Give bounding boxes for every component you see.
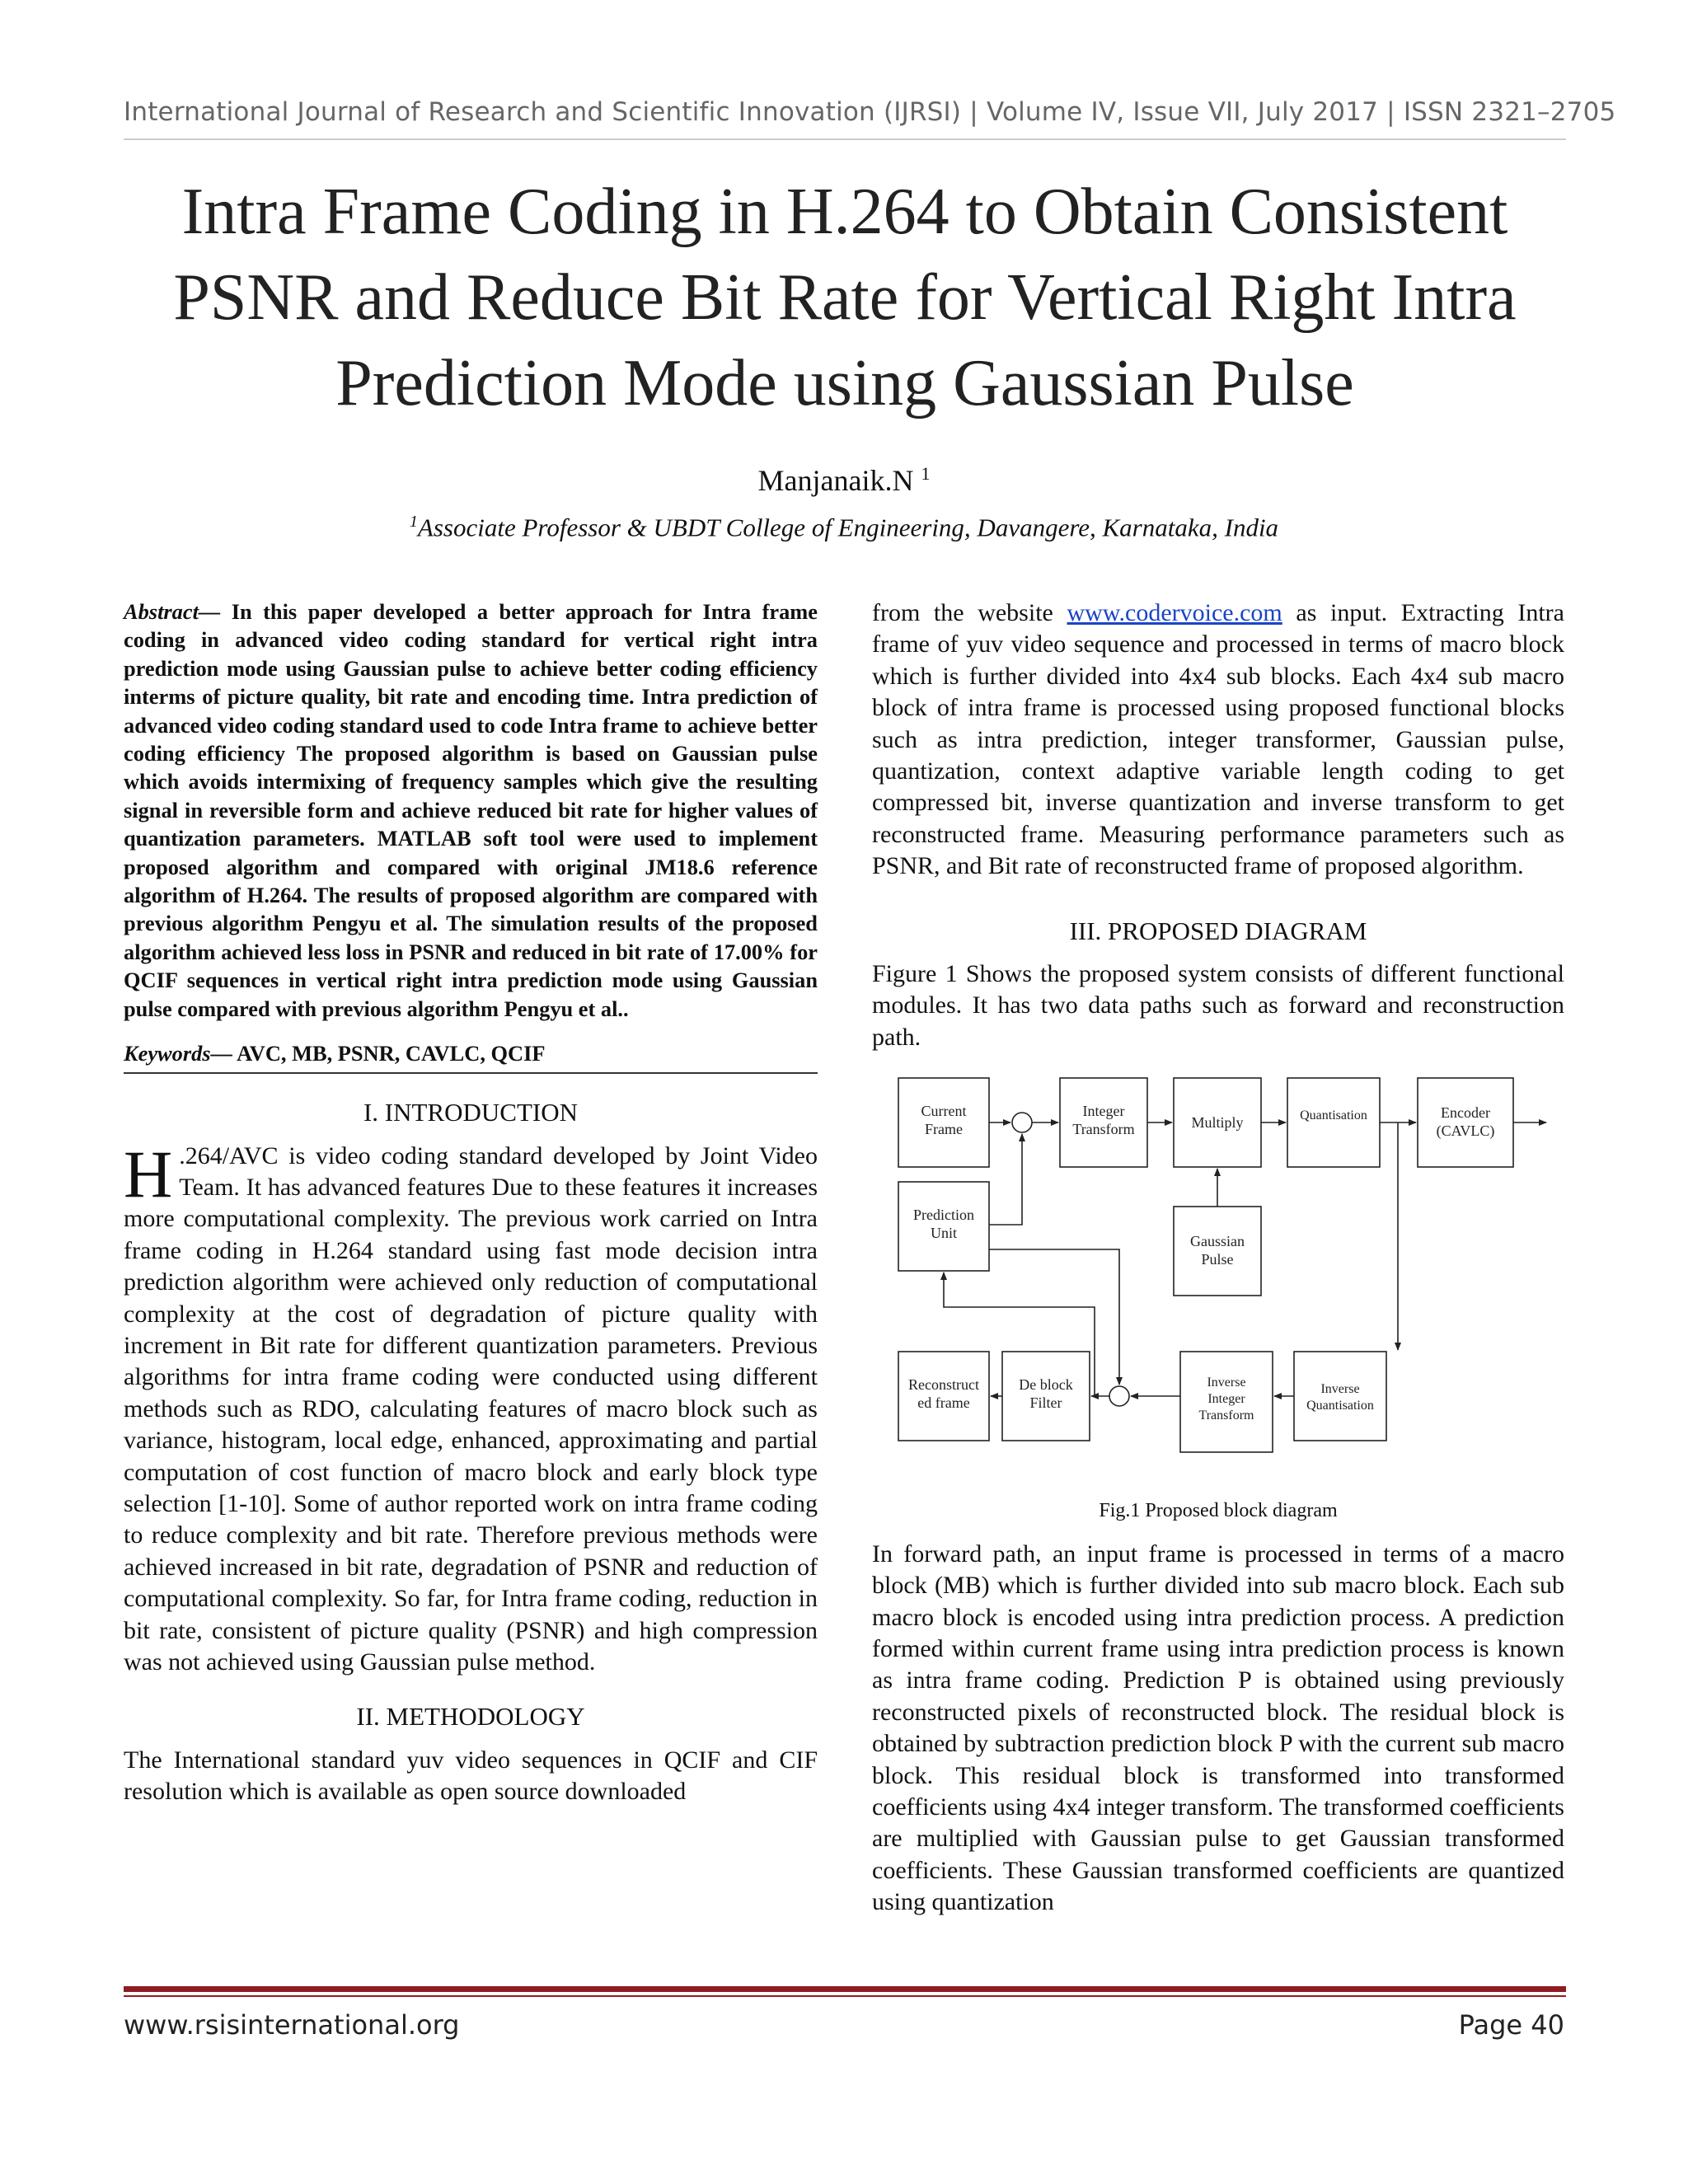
footer-website[interactable]: www.rsisinternational.org <box>124 2009 460 2041</box>
author-sup: 1 <box>921 463 931 484</box>
affiliation <box>0 513 1688 542</box>
svg-text:Filter <box>1030 1394 1062 1411</box>
footer-rule-thin <box>124 1995 1566 1997</box>
label-inv-int-transform-1: Inverse <box>1207 1376 1246 1390</box>
svg-text:Multiply <box>1191 1114 1243 1131</box>
svg-text:Encoder <box>1441 1104 1490 1121</box>
label-current-frame-1: Current <box>921 1103 967 1120</box>
author <box>0 463 1688 498</box>
svg-text:Unit <box>931 1225 957 1241</box>
svg-text:Reconstruct <box>908 1376 979 1393</box>
affiliation-sup: 1 <box>409 513 418 531</box>
methodology-continued <box>872 598 1564 883</box>
label-encoder-2: (CAVLC) <box>1436 1122 1495 1140</box>
label-current-frame-2: Frame <box>925 1121 963 1138</box>
abstract <box>124 598 818 1023</box>
svg-text:De block <box>1019 1376 1072 1393</box>
intro-heading: I. INTRODUCTION <box>363 1098 579 1127</box>
running-header: International Journal of Research and Scientific Innovation (IJRSI) | Volume IV, Issue VII, July 2017 | ISSN 2321–2705 <box>124 97 1616 127</box>
svg-text:(CAVLC) <box>1437 1122 1495 1140</box>
svg-text:Pulse <box>1201 1251 1233 1268</box>
proposed-heading: III. PROPOSED DIAGRAM <box>1069 916 1367 945</box>
left-column <box>124 598 818 1808</box>
label-encoder-1: Encoder <box>1441 1104 1490 1122</box>
keywords-text: AVC, MB, PSNR, CAVLC, QCIF <box>232 1041 546 1066</box>
label-integer-transform-1: Integer <box>1082 1103 1125 1120</box>
label-deblock-2: Filter <box>1029 1394 1062 1412</box>
page-number: Page 40 <box>1458 2009 1564 2041</box>
svg-text:Quantisation <box>1300 1108 1367 1122</box>
svg-text:Inverse <box>1320 1382 1359 1396</box>
label-reconstructed-1: Reconstruct <box>908 1376 979 1394</box>
svg-text:Integer <box>1207 1392 1245 1406</box>
methodology-cont-before: from the website <box>872 599 1067 626</box>
methodology-cont-after: as input. Extracting Intra frame of yuv video sequence and processed in terms of macro block which is further divided into 4x4 sub blocks. Each 4x4 sub macro block of intra frame is processed using proposed functional blocks such as intra prediction, integer transformer, Gaussian pulse, quantization, context adaptive variable length coding to get compressed bit, inverse quantization and inverse transform to get reconstructed frame. Measuring performance parameters such as PSNR, and Bit rate of reconstructed frame of proposed algorithm. <box>872 599 1564 880</box>
svg-text:Transform <box>1199 1408 1255 1422</box>
label-inv-int-transform-2: Integer <box>1207 1392 1245 1407</box>
label-inv-quant-1: Inverse <box>1320 1382 1360 1397</box>
intro-paragraph <box>124 1136 818 1679</box>
svg-text:Integer <box>1083 1103 1125 1119</box>
intro-text: .264/AVC is video coding standard developed by Joint Video Team. It has advanced features Due to these features it increases more computational complexity. The previous work carried on Intra frame coding in H.264 standard using fast mode decision intra prediction algorithm were achieved only reduction of computational complexity at the cost of degradation of picture quality with increment in Bit rate for different quantization parameters. Previous algorithms for intra frame coding were conducted using different methods such as RDO, calculating features of macro block such as variance, histogram, local edge, enhanced, approximating and partial computation of cost function of macro block and early block type selection [1-10]. Some of author reported work on intra frame coding to reduce complexity and bit rate. Therefore previous methods were achieved increased in bit rate, degradation of PSNR and reduction of computational complexity. So far, for Intra frame coding, reduction in bit rate, consistent of picture quality (PSNR) and high compression was not achieved using Gaussian pulse method. <box>124 1141 818 1675</box>
label-quantisation: Quantisation <box>1300 1108 1367 1123</box>
svg-text:Quantisation <box>1306 1399 1374 1413</box>
arrow-prediction-to-sum <box>989 1134 1022 1225</box>
summing-node-bottom <box>1109 1386 1129 1406</box>
header-rule <box>124 138 1566 140</box>
affiliation-text: Associate Professor & UBDT College of Engineering, Davangere, Karnataka, India <box>417 513 1279 542</box>
svg-text:Gaussian <box>1190 1233 1245 1249</box>
block-diagram-svg <box>872 1068 1564 1487</box>
summing-node-top <box>1012 1113 1032 1132</box>
proposed-intro: Figure 1 Shows the proposed system consists of different functional modules. It has two data paths such as forward and reconstruction path. <box>872 960 1564 1051</box>
svg-text:Prediction <box>913 1207 974 1223</box>
keywords-lead: Keywords— <box>124 1041 232 1066</box>
label-inv-quant-2: Quantisation <box>1306 1399 1374 1413</box>
label-gaussian-pulse-1: Gaussian <box>1190 1233 1245 1250</box>
abstract-lead: Abstract— <box>124 599 221 624</box>
block-quantisation <box>1287 1078 1380 1167</box>
dropcap: H <box>124 1136 173 1212</box>
keywords <box>124 1039 818 1074</box>
label-prediction-unit-2: Unit <box>930 1225 958 1242</box>
svg-text:ed frame <box>917 1394 969 1411</box>
label-inv-int-transform-3: Transform <box>1198 1408 1254 1423</box>
svg-text:Current <box>921 1103 967 1119</box>
website-link[interactable]: www.codervoice.com <box>1067 599 1282 626</box>
paper-title: Intra Frame Coding in H.264 to Obtain Consistent PSNR and Reduce Bit Rate for Vertical Right Intra Prediction Mode using Gaussian Pulse <box>173 176 1517 419</box>
label-reconstructed-2: ed frame <box>917 1394 970 1412</box>
svg-text:Frame <box>925 1121 963 1137</box>
forward-path-text: In forward path, an input frame is processed in terms of a macro block (MB) which is further divided into sub macro block. Each sub macro block is encoded using intra prediction process. A prediction formed within current frame using intra prediction process is known as intra frame coding. Prediction P is obtained using previously reconstructed pixels of reconstructed block. The residual block is obtained by subtraction prediction block P with the current sub macro block. This residual block is transformed into transformed coefficients using 4x4 integer transform. The transformed coefficients are multiplied with Gaussian pulse to get Gaussian transformed coefficients. These Gaussian transformed coefficients are quantized using quantization <box>872 1540 1564 1916</box>
svg-text:Inverse <box>1207 1376 1245 1390</box>
block-diagram <box>872 1068 1564 1487</box>
right-column <box>872 598 1564 1919</box>
label-deblock-1: De block <box>1019 1376 1073 1394</box>
author-name: Manjanaik.N <box>757 464 914 497</box>
label-integer-transform-2: Transform <box>1072 1121 1135 1138</box>
svg-text:Transform <box>1072 1121 1134 1137</box>
label-multiply: Multiply <box>1191 1114 1244 1132</box>
figure-caption: Fig.1 Proposed block diagram <box>1099 1500 1338 1522</box>
block-inverse-quantisation <box>1294 1352 1386 1441</box>
methodology-text: The International standard yuv video sequences in QCIF and CIF resolution which is available as open source downloaded <box>124 1746 818 1806</box>
label-prediction-unit-1: Prediction <box>913 1207 974 1224</box>
methodology-heading: II. METHODOLOGY <box>356 1702 585 1732</box>
footer-rule <box>124 1986 1566 1992</box>
abstract-text: In this paper developed a better approach for Intra frame coding in advanced video coding standard for vertical right intra prediction mode using Gaussian pulse to achieve better coding efficiency interms of picture quality, bit rate and encoding time. Intra prediction of advanced video coding standard used to code Intra frame to achieve better coding efficiency The proposed algorithm is based on Gaussian pulse which avoids intermixing of frequency samples which give the resulting signal in reversible form and achieve reduced bit rate for higher values of quantization parameters. MATLAB soft tool were used to implement proposed algorithm and compared with original JM18.6 reference algorithm of H.264. The results of proposed algorithm are compared with previous algorithm Pengyu et al. The simulation results of the proposed algorithm achieved less loss in PSNR and reduced in bit rate of 17.00% for QCIF sequences in vertical right intra prediction mode using Gaussian pulse compared with previous algorithm Pengyu et al.. <box>124 599 818 1021</box>
label-gaussian-pulse-2: Pulse <box>1201 1251 1234 1268</box>
